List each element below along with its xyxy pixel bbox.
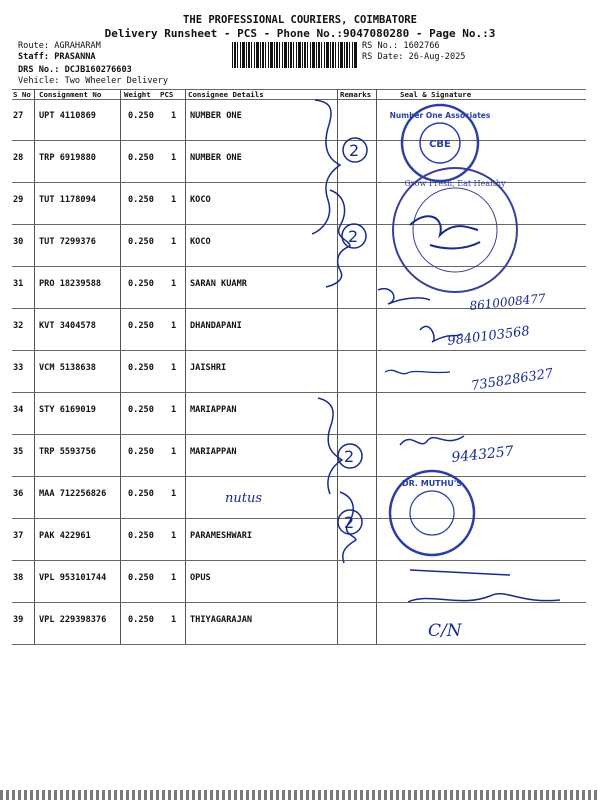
col-header-pcs: PCS (160, 90, 174, 99)
hw-name-row36: nutus (225, 491, 263, 506)
stamp1-center-text: CBE (429, 139, 451, 150)
row-sno: 39 (13, 615, 24, 625)
stamp1-ring-text: Number One Associates (389, 111, 491, 120)
row-sno: 33 (13, 363, 24, 373)
row-weight: 0.250 (128, 363, 154, 373)
drs-text: DRS No.: DCJB160276603 (18, 65, 132, 75)
row-weight: 0.250 (128, 321, 154, 331)
row-pcs: 1 (171, 447, 177, 457)
row-consignee: KOCO (190, 237, 211, 247)
col-header-sno: S No (13, 90, 31, 99)
row-consignment-no: MAA 712256826 (39, 489, 107, 499)
row-pcs: 1 (171, 195, 177, 205)
hw-note-row39: C/N (428, 621, 462, 641)
row-consignment-no: PRO 18239588 (39, 279, 102, 289)
row-sno: 35 (13, 447, 24, 457)
rs-date-text: RS Date: 26-Aug-2025 (362, 52, 466, 62)
row-consignment-no: STY 6169019 (39, 405, 96, 415)
row-consignee: SARAN KUAMR (190, 279, 247, 289)
row-pcs: 1 (171, 321, 177, 331)
row-pcs: 1 (171, 237, 177, 247)
row-consignment-no: TUT 7299376 (39, 237, 96, 247)
row-sno: 29 (13, 195, 24, 205)
row-consignment-no: TUT 1178094 (39, 195, 96, 205)
signature-scribble (385, 370, 450, 373)
row-sno: 30 (13, 237, 24, 247)
hw-phone-row35: 9443257 (450, 443, 515, 466)
bracket-mark (312, 100, 340, 234)
signature-scribble (378, 289, 430, 304)
row-consignment-no: VPL 953101744 (39, 573, 107, 583)
row-consignment-no: TRP 6919880 (39, 153, 96, 163)
bracket-mark (318, 398, 342, 494)
handwritten-entries (225, 291, 555, 641)
col-header-remarks: Remarks (340, 90, 372, 99)
row-consignment-no: VCM 5138638 (39, 363, 96, 373)
row-consignment-no: UPT 4110869 (39, 111, 96, 121)
page-bottom-edge (0, 790, 600, 800)
signature-scribble (410, 216, 480, 248)
vehicle-text: Vehicle: Two Wheeler Delivery (18, 76, 169, 86)
row-consignee: NUMBER ONE (190, 111, 242, 121)
svg-text:2: 2 (344, 447, 355, 466)
row-sno: 38 (13, 573, 24, 583)
row-sno: 32 (13, 321, 24, 331)
row-weight: 0.250 (128, 111, 154, 121)
row-pcs: 1 (171, 363, 177, 373)
row-consignment-no: VPL 229398376 (39, 615, 107, 625)
row-sno: 31 (13, 279, 24, 289)
row-weight: 0.250 (128, 153, 154, 163)
row-pcs: 1 (171, 531, 177, 541)
circled-count-marks (338, 138, 367, 534)
company-title: THE PROFESSIONAL COURIERS, COIMBATORE (183, 14, 417, 26)
row-weight: 0.250 (128, 195, 154, 205)
row-consignee: NUMBER ONE (190, 153, 242, 163)
rs-number-text: RS No.: 1602766 (362, 41, 440, 51)
row-consignee: DHANDAPANI (190, 321, 242, 331)
hw-phone-row31: 8610008477 (468, 291, 547, 313)
stamp-grow-fresh (393, 168, 517, 292)
row-pcs: 1 (171, 111, 177, 121)
stamp3-ring-text: DR. MUTHU'S (401, 479, 463, 488)
row-weight: 0.250 (128, 447, 154, 457)
row-consignee: MARIAPPAN (190, 405, 237, 415)
col-header-weight: Weight (124, 90, 151, 99)
row-pcs: 1 (171, 405, 177, 415)
row-sno: 27 (13, 111, 24, 121)
hw-phone-row33: 7358286327 (470, 366, 555, 394)
row-pcs: 1 (171, 153, 177, 163)
row-pcs: 1 (171, 489, 177, 499)
row-consignment-no: PAK 422961 (39, 531, 91, 541)
row-consignee: THIYAGARAJAN (190, 615, 253, 625)
stamp2-ring-text: Grow Fresh, Eat Healthy (404, 179, 506, 188)
row-consignment-no: TRP 5593756 (39, 447, 96, 457)
row-weight: 0.250 (128, 405, 154, 415)
svg-text:2: 2 (348, 227, 359, 246)
col-header-consignment: Consignment No (39, 90, 102, 99)
staff-text: Staff: PRASANNA (18, 52, 96, 62)
signature-scribble (400, 436, 464, 445)
row-sno: 28 (13, 153, 24, 163)
row-consignee: KOCO (190, 195, 211, 205)
svg-text:2: 2 (349, 141, 360, 160)
row-pcs: 1 (171, 279, 177, 289)
col-header-consignee: Consignee Details (188, 90, 264, 99)
route-text: Route: AGRAHARAM (18, 41, 101, 51)
runsheet-subtitle: Delivery Runsheet - PCS - Phone No.:9047080280 - Page No.:3 (104, 27, 496, 40)
row-consignment-no: KVT 3404578 (39, 321, 96, 331)
row-consignee: PARAMESHWARI (190, 531, 253, 541)
row-pcs: 1 (171, 615, 177, 625)
row-weight: 0.250 (128, 615, 154, 625)
row-pcs: 1 (171, 573, 177, 583)
row-weight: 0.250 (128, 279, 154, 289)
col-header-seal-signature: Seal & Signature (400, 90, 472, 99)
row-consignee: MARIAPPAN (190, 447, 237, 457)
row-weight: 0.250 (128, 237, 154, 247)
row-weight: 0.250 (128, 489, 154, 499)
hw-phone-row32: 9840103568 (446, 324, 531, 349)
row-sno: 37 (13, 531, 24, 541)
row-sno: 34 (13, 405, 24, 415)
circled-digits (344, 141, 359, 532)
row-weight: 0.250 (128, 531, 154, 541)
row-consignee: OPUS (190, 573, 211, 583)
row-sno: 36 (13, 489, 24, 499)
stamp-dr-muthus (390, 471, 474, 555)
row-weight: 0.250 (128, 573, 154, 583)
row-consignee: JAISHRI (190, 363, 227, 373)
svg-text:2: 2 (344, 513, 355, 532)
signature-scribble (408, 570, 560, 602)
